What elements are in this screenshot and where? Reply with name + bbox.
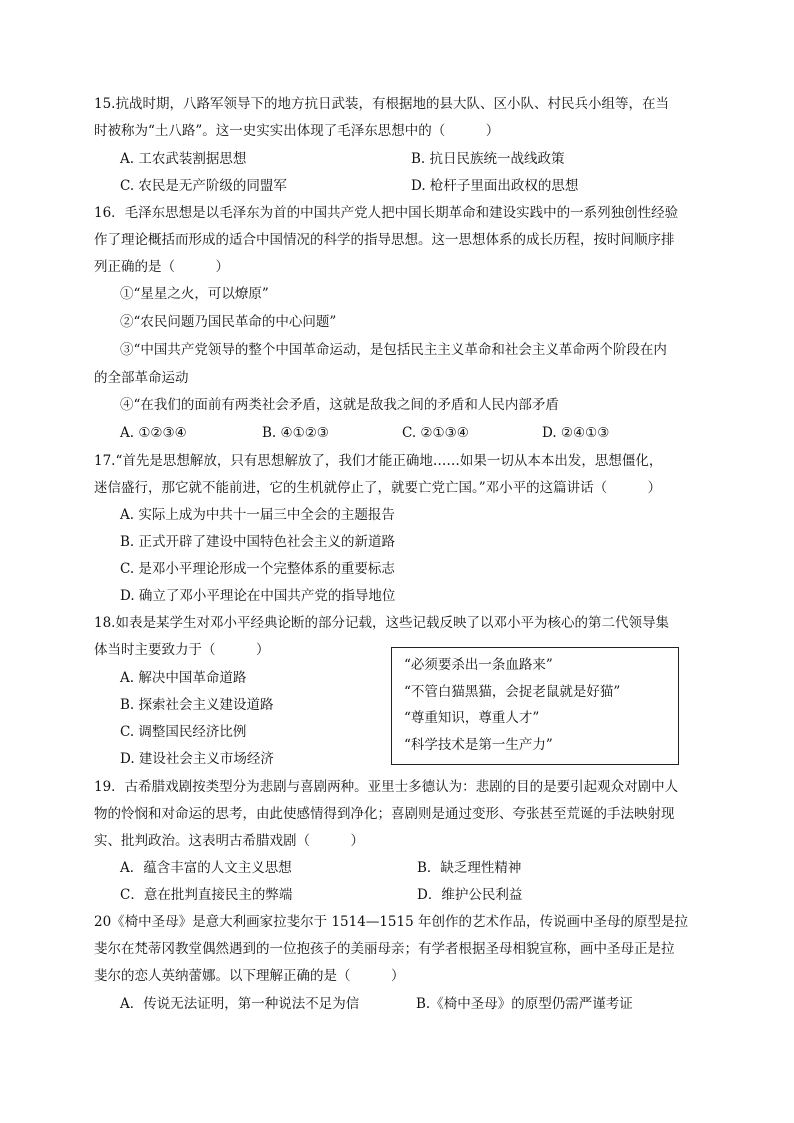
q18-stem-line-2: 体当时主要致力于（ ） [94,642,270,658]
q18-quote-1: “必须要杀出一条血路来” [404,657,553,673]
q18-option-a: A. 解决中国革命道路 [120,670,247,686]
q19-option-b: B．缺乏理性精神 [417,860,522,876]
q18-quote-4: “科学技术是第一生产力” [404,737,553,753]
q16-option-d: D. ②④①③ [542,425,610,441]
q20-stem-line-1: 20《椅中圣母》是意大利画家拉斐尔于 1514—1515 年创作的艺术作品，传说画中圣母的原型是拉 [94,914,688,930]
q19-stem-line-3: 实、批判政治。这表明古希腊戏剧（ ） [94,833,364,849]
q17-stem-line-2: 迷信盛行，那它就不能前进，它的生机就停止了，就要亡党亡国。”邓小平的这篇讲话（ ） [94,480,662,496]
q15-stem-line-2: 时被称为“土八路”。这一史实实出体现了毛泽东思想中的（ ） [94,123,500,139]
q18-quote-table [391,647,679,765]
q17-option-c: C. 是邓小平理论形成一个完整体系的重要标志 [120,561,395,577]
q19-option-a: A．蕴含丰富的人文主义思想 [120,860,292,876]
q15-stem-line-1: 15.抗战时期，八路军领导下的地方抗日武装，有根据地的县大队、区小队、村民兵小组等，在当 [94,96,669,112]
q16-item-3-cont: 的全部革命运动 [94,370,189,386]
q17-option-b: B. 正式开辟了建设中国特色社会主义的新道路 [120,534,396,550]
q16-item-1: ①“星星之火，可以燎原” [120,286,269,302]
q18-quote-3: “尊重知识，尊重人才” [404,710,540,726]
q19-option-c: C．意在批判直接民主的弊端 [120,887,293,903]
q18-option-d: D. 建设社会主义市场经济 [120,751,274,767]
q18-stem-line-1: 18.如表是某学生对邓小平经典论断的部分记载，这些记载反映了以邓小平为核心的第二代领导集 [94,615,669,631]
q15-option-a: A. 工农武装割据思想 [120,151,247,167]
q20-option-b: B.《椅中圣母》的原型仍需严谨考证 [416,996,633,1012]
q19-stem-line-2: 物的怜悯和对命运的思考，由此使感情得到净化；喜剧则是通过变形、夸张甚至荒诞的手法映射现 [94,806,675,822]
q18-quote-2: “不管白猫黑猫，会捉老鼠就是好猫” [404,684,621,700]
q18-option-b: B. 探索社会主义建设道路 [120,697,274,713]
q16-option-c: C. ②①③④ [402,425,469,441]
q16-item-2: ②“农民问题乃国民革命的中心问题” [120,314,337,330]
q20-option-a: A．传说无法证明，第一种说法不足为信 [120,996,360,1012]
q16-stem-line-1: 16．毛泽东思想是以毛泽东为首的中国共产党人把中国长期革命和建设实践中的一系列独创性经验 [94,205,679,221]
q16-option-a: A. ①②③④ [120,425,187,441]
q17-stem-line-1: 17.“首先是思想解放，只有思想解放了，我们才能正确地……如果一切从本本出发，思想僵化， [94,453,663,469]
q16-item-4: ④“在我们的面前有两类社会矛盾，这就是敌我之间的矛盾和人民内部矛盾 [120,397,559,413]
q16-stem-line-2: 作了理论概括而形成的适合中国情况的科学的指导思想。这一思想体系的成长历程，按时间顺序排 [94,232,675,248]
q17-option-a: A. 实际上成为中共十一届三中全会的主题报告 [120,507,395,523]
q19-stem-line-1: 19．古希腊戏剧按类型分为悲剧与喜剧两种。亚里士多德认为：悲剧的目的是要引起观众对剧中人 [94,779,679,795]
q20-stem-line-2: 斐尔在梵蒂冈教堂偶然遇到的一位抱孩子的美丽母亲；有学者根据圣母相貌宣称，画中圣母正是拉 [94,941,675,957]
q15-option-b: B. 抗日民族统一战线政策 [411,151,565,167]
q15-option-c: C. 农民是无产阶级的同盟军 [120,178,287,194]
q16-item-3: ③“中国共产党领导的整个中国革命运动，是包括民主主义革命和社会主义革命两个阶段在内 [120,342,667,358]
q17-option-d: D. 确立了邓小平理论在中国共产党的指导地位 [120,588,396,604]
q19-option-d: D．维护公民利益 [417,887,523,903]
q18-option-c: C. 调整国民经济比例 [120,724,247,740]
q15-option-d: D. 枪杆子里面出政权的思想 [411,178,579,194]
q20-stem-line-3: 斐尔的恋人英纳蕾娜。以下理解正确的是（ ） [94,968,405,984]
q16-stem-line-3: 列正确的是（ ） [94,259,229,275]
q16-option-b: B. ④①②③ [262,425,329,441]
